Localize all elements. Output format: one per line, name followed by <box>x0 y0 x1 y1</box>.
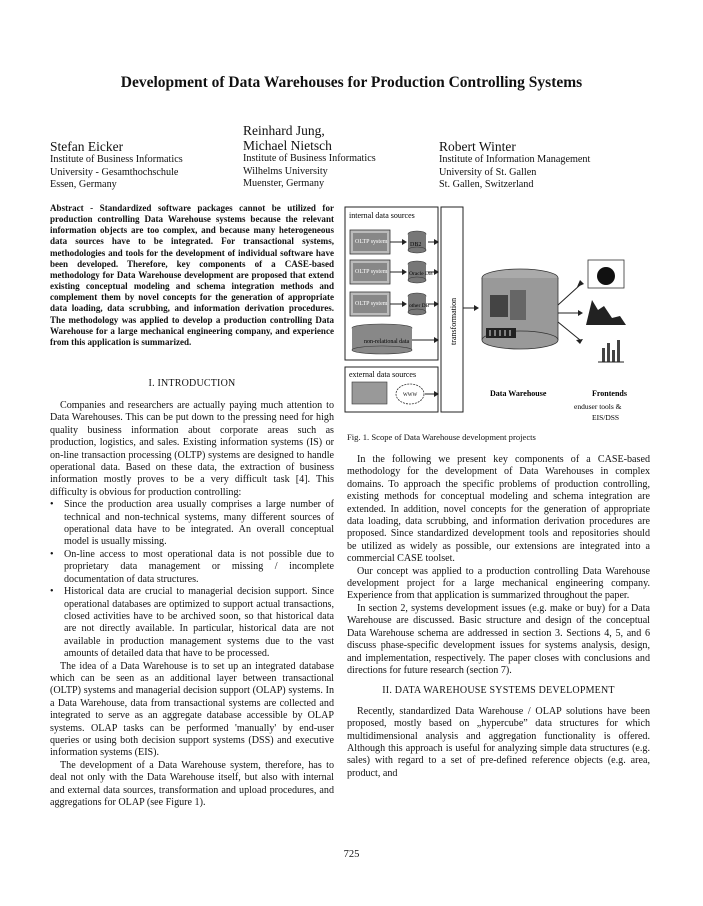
db-label: other DB <box>409 303 430 309</box>
figure-caption: Fig. 1. Scope of Data Warehouse development projects <box>347 432 536 442</box>
list-item: • Since the production area usually comprises a large number of technical and non-technical systems, many different sources of operational data have to be integrated. An overall conceptual model is usually missing. <box>50 499 334 549</box>
non-relational-data <box>352 324 439 354</box>
paragraph: The development of a Data Warehouse system, therefore, has to deal not only with the Data Warehouse itself, but also with internal and external data sources, transformation and upload procedures, and aggregations for OLAP (see Figure 1). <box>50 759 334 808</box>
paragraph: Our concept was applied to a production controlling Data Warehouse development project for a large mechanical engineering company. Experience from that application is summarized throughout the paper. <box>347 565 650 602</box>
frontend-bar-chart <box>598 340 624 362</box>
paper-title: Development of Data Warehouses for Production Controlling Systems <box>120 74 583 91</box>
author-block-1 <box>50 139 183 192</box>
section-heading: I. INTRODUCTION <box>148 378 236 389</box>
author-affiliation-line: Institute of Information Management <box>439 154 591 165</box>
author-affiliation-line: Institute of Business Informatics <box>50 154 183 165</box>
transformation-label: transformation <box>449 297 458 345</box>
frontends-label: Frontends <box>592 389 627 398</box>
external-system <box>352 382 387 404</box>
author-block-2 <box>243 123 376 191</box>
db-label: DB2 <box>410 242 422 248</box>
frontends-sub-label: enduser tools & <box>574 402 622 411</box>
db-label: Oracle DB <box>409 271 433 277</box>
author-name: Stefan Eicker <box>50 139 124 154</box>
oltp-label: OLTP system <box>355 239 388 245</box>
author-name: Michael Nietsch <box>243 138 332 153</box>
author-name: Reinhard Jung, <box>243 123 325 138</box>
www-label: WWW <box>403 393 418 398</box>
paragraph: Companies and researchers are actually paying much attention to Data Warehouses. This can be put down to the pressing need for high quality business information about corporate areas such as production, logistics, and sales. Existing information systems (IS) or on-line transaction processing (OLTP) systems are designed to handle operational data. Based on these data, the extraction of business information mostly proves to be a very difficult task [4]. This difficulty is obvious for production controlling: <box>50 400 334 498</box>
author-name: Robert Winter <box>439 139 516 154</box>
data-warehouse-cylinder <box>482 269 558 349</box>
frontends-sub-label: EIS/DSS <box>592 413 620 422</box>
bullet-list <box>50 499 334 660</box>
section-heading: II. DATA WAREHOUSE SYSTEMS DEVELOPMENT <box>382 685 615 697</box>
non-relational-label: non-relational data <box>364 339 410 345</box>
author-affiliation-line: Institute of Business Informatics <box>243 153 376 164</box>
oltp-system-2 <box>350 260 439 284</box>
author-affiliation-line: Wilhelms University <box>243 165 328 177</box>
external-sources-label: external data sources <box>349 370 417 379</box>
author-affiliation-line: Muenster, Germany <box>243 178 325 189</box>
author-block-3 <box>439 139 590 192</box>
internal-sources-label: internal data sources <box>349 211 415 220</box>
oltp-system-3 <box>350 292 439 316</box>
paragraph: In the following we present key components of a CASE-based methodology for the development of Data Warehouses in complex domains. To approach the specific problems of production controlling, existing methods for conceptual modeling and schema integration are extended. In addition, novel concepts for the generation of appropriate data loading, data scrubbing, and information derivation procedures are proposed. Since standardized development tools and repositories should be utilized as widely as possible, our extensions are integrated into a commercial CASE toolset. <box>347 454 650 565</box>
oltp-system-1 <box>350 230 439 254</box>
left-column-body <box>50 400 334 809</box>
author-affiliation-line: University - Gesamthochschule <box>50 166 179 178</box>
frontend-area-chart <box>586 300 626 325</box>
oltp-label: OLTP system <box>355 269 388 275</box>
paragraph: Recently, standardized Data Warehouse / OLAP solutions have been proposed, mostly based on „hypercube” data structures for which multidimensional analysis and aggregation functionality is offered. Although this approach is useful for analyzing simple data structures (e.g. sales) with regard to a set of pre-defined reference objects (e.g. area, product, and <box>347 705 650 779</box>
figure-1 <box>340 200 670 428</box>
list-item: • On-line access to most operational data is not possible due to proprietary data management or missing / incomplete documentation of data structures. <box>50 549 334 586</box>
author-affiliation-line: University of St. Gallen <box>439 166 537 178</box>
page-number: 725 <box>343 849 360 860</box>
right-column-body <box>347 454 650 780</box>
author-affiliation-line: St. Gallen, Switzerland <box>439 179 534 190</box>
dw-label: Data Warehouse <box>490 389 547 398</box>
frontend-pie-chart <box>588 260 624 288</box>
oltp-label: OLTP system <box>355 301 388 307</box>
abstract: Abstract - Standardized software packages cannot be utilized for production controlling Data Warehouse systems because the relevant information objects are too complex, and because many heterogeneous data sources have to be integrated. For transactional systems, methodologies and tools for the development of individual software have been developed. Therefore, key components of a CASE-based methodology for Data Warehouse development are proposed that extend existing conceptual modeling and schema integration methods and complement them by novel concepts for the generation of appropriate data loading, data scrubbing, and information derivation procedures. The methodology was applied to develop a production controlling Data Warehouse for a large mechanical engineering company, and experience from this application is summarized. <box>50 203 334 347</box>
paragraph: The idea of a Data Warehouse is to set up an integrated database which can be seen as an additional layer between transactional (OLTP) systems and managerial decision support (OLAP) systems. In a Data Warehouse, data from transactional systems are collected and integrated to serve as an aggregate database accessible by OLAP systems. OLAP tasks can be performed 'manually' by end-user queries or using both decision support systems (DSS) and executive information systems (EIS). <box>50 660 334 759</box>
list-item: • Historical data are crucial to managerial decision support. Since operational databases are optimized to support actual transactions, closed activities have to be archived soon, so that historical data are not directly available. In particular, historical data are not available in production management systems due to the vast amounts of detailed data that have to be processed. <box>50 586 334 660</box>
author-affiliation-line: Essen, Germany <box>50 179 117 190</box>
paragraph: In section 2, systems development issues (e.g. make or buy) for a Data Warehouse are discussed. Basic structure and design of the conceptual Data Warehouse schema are addressed in section 3. Sections 4, 5, and 6 discuss phase-specific development issues for systems analysis, design, and implementation, respectively. The paper closes with conclusions and directions for future research (section 7). <box>347 602 650 676</box>
